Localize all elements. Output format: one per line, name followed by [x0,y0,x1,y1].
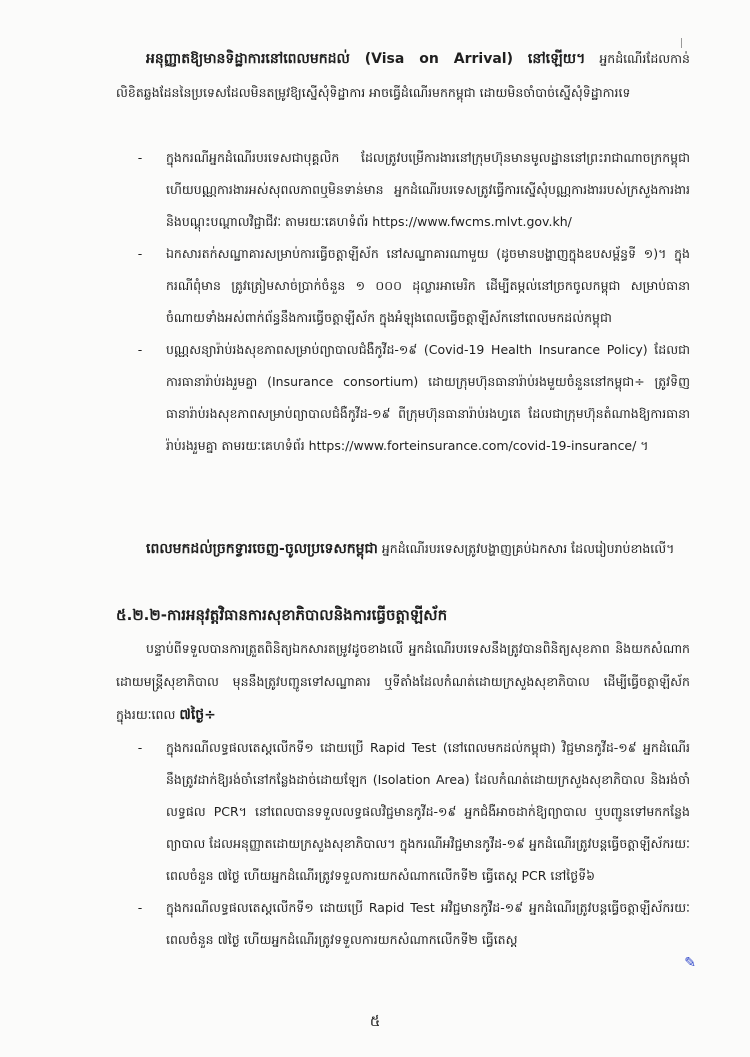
list-item [116,892,690,956]
page-number: ៥ [369,1012,381,1030]
bullet: - [137,740,143,755]
arrival-bold-prefix: ពេលមកដល់ច្រកទ្វារចេញ-ចូលប្រទេសកម្ពុជា [146,541,378,557]
list-item [116,732,690,892]
section-text: បន្ទាប់ពីទទួលបានការត្រួតពិនិត្យឯកសារតម្រូវដូចខាងលើ អ្នកដំណើរបរទេសនឹងត្រូវបានពិនិត្យសុខភាព និងយកសំណាកដោយមន្ត្រីសុខាភិបាល មុននឹងត្រូវបញ្ជូនទៅសណ្ឋាគារ ឬទីតាំងដែលកំណត់ដោយក្រសួងសុខាភិបាល ដើម្បីធ្វើចត្តាឡីស័ក ក្នុងរយៈពេល [116,641,690,722]
intro-paragraph [116,42,690,109]
list-item-text: ក្នុងករណីអ្នកដំណើរបរទេសជាបុគ្គលិក ដែលត្រូវបម្រើការងារនៅក្រុមហ៊ុនមានមូលដ្ឋាននៅព្រះរាជាណាចក្រកម្ពុជា ហើយបណ្ណការងារអស់សុពលភាពឬមិនទាន់មាន អ្នកដំណើរបរទេសត្រូវធ្វើការស្នើសុំបណ្ណការងាររបស់ក្រសួងការងារនិងបណ្តុះបណ្តាលវិជ្ជាជីវៈ តាមរយៈគេហទំព័រ https://www.fwcms.mlvt.gov.kh/ [166,150,690,229]
procedures-list [116,732,690,956]
list-item-text: បណ្ណសន្យារ៉ាប់រងសុខភាពសម្រាប់ព្យាបាលជំងឺកូវីដ-១៩ (Covid-19 Health Insurance Policy) ដែលជាការធានារ៉ាប់រងរួមគ្នា (Insurance consortium) ដោយក្រុមហ៊ុនធានារ៉ាប់រងមួយចំនួននៅកម្ពុជា÷ ត្រូវទិញធានារ៉ាប់រងសុខភាពសម្រាប់ព្យាបាលជំងឺកូវីដ-១៩ ពីក្រុមហ៊ុនធានារ៉ាប់រងហ្វតេ ដែលជាក្រុមហ៊ុនតំណាងឱ្យការធានារ៉ាប់រងរួមគ្នា តាមរយៈគេហទំព័រ https://www.forteinsurance.com/covid-19-insurance/ ។ [166,342,690,453]
intro-text: អ្នកដំណើរដែលកាន់លិខិតឆ្លងដែននៃប្រទេសដែលមិនតម្រូវឱ្យស្នើសុំទិដ្ឋាការ អាចធ្វើដំណើរមកកម្ពុជា ដោយមិនចាំបាច់ស្នើសុំទិដ្ឋាការទេ [116,51,690,100]
bullet: - [137,150,143,165]
list-item-text: ឯកសារតក់សណ្ឋាគារសម្រាប់ការធ្វើចត្តាឡីស័ក នៅសណ្ឋាគារណាមួយ (ដូចមានបង្ហាញក្នុងឧបសម្ព័ន្ធទី ១)។ ក្នុងករណីពុំមាន ត្រូវត្រៀមសាច់ប្រាក់ចំនួន ១ ០០០ ដុល្លារអាមេរិក ដើម្បីតម្កល់នៅច្រកចូលកម្ពុជា សម្រាប់ធានាចំណាយទាំងអស់ពាក់ព័ន្ធនឹងការធ្វើចត្តាឡីស័ក ក្នុងអំឡុងពេលធ្វើចត្តាឡីស័កនៅពេលមកដល់កម្ពុជា [166,246,690,325]
arrival-text: អ្នកដំណើរបរទេសត្រូវបង្ហាញគ្រប់ឯកសារ ដែលរៀបរាប់ខាងលើ។ [377,541,675,556]
bullet: - [137,246,143,261]
list-item-text: ក្នុងករណីលទ្ធផលតេស្តលើកទី១ ដោយប្រើ Rapid Test អវិជ្ជមានកូវីដ-១៩ អ្នកដំណើរត្រូវបន្តធ្វើចត្តាឡីស័ករយៈពេលចំនួន ៧ថ្ងៃ ហើយអ្នកដំណើរត្រូវទទួលការយកសំណាកលើកទី២ ធ្វើតេស្ត [166,900,690,947]
arrival-paragraph [116,532,690,566]
list-item [116,334,690,462]
list-item-text: ក្នុងករណីលទ្ធផលតេស្តលើកទី១ ដោយប្រើ Rapid Test (នៅពេលមកដល់កម្ពុជា) វិជ្ជមានកូវីដ-១៩ អ្នកដំណើរនឹងត្រូវដាក់ឱ្យរង់ចាំនៅកន្លែងដាច់ដោយឡែក (Isolation Area) ដែលកំណត់ដោយក្រសួងសុខាភិបាល និងរង់ចាំលទ្ធផល PCR។ នៅពេលបានទទួលលទ្ធផលវិជ្ជមានកូវីដ-១៩ អ្នកជំងឺអាចដាក់ឱ្យព្យាបាល ឬបញ្ជូនទៅមកកន្លែងព្យាបាល ដែលអនុញ្ញាតដោយក្រសួងសុខាភិបាល។ ក្នុងករណីអវិជ្ជមានកូវីដ-១៩ អ្នកដំណើរត្រូវបន្តធ្វើចត្តាឡីស័ករយៈពេលចំនួន ៧ថ្ងៃ ហើយអ្នកដំណើរត្រូវទទួលការយកសំណាកលើកទី២ ធ្វើតេស្ត PCR នៅថ្ងៃទី៦ [166,740,690,883]
list-item [116,238,690,334]
intro-bold-prefix: អនុញ្ញាតឱ្យមានទិដ្ឋាការនៅពេលមកដល់ (Visa on Arrival) នៅឡើយ។ [146,51,586,67]
bullet: - [137,900,143,915]
bullet: - [137,342,143,357]
requirements-list [116,142,690,462]
section-heading: ៥.២.២-ការអនុវត្តវិធានការសុខាភិបាលនិងការធ្វើចត្តាឡីស័ក [116,606,448,624]
pen-mark-icon: ✎ [684,955,696,971]
list-item [116,142,690,238]
section-bold-suffix: ៧ថ្ងៃ÷ [179,707,216,723]
section-paragraph [116,632,690,732]
